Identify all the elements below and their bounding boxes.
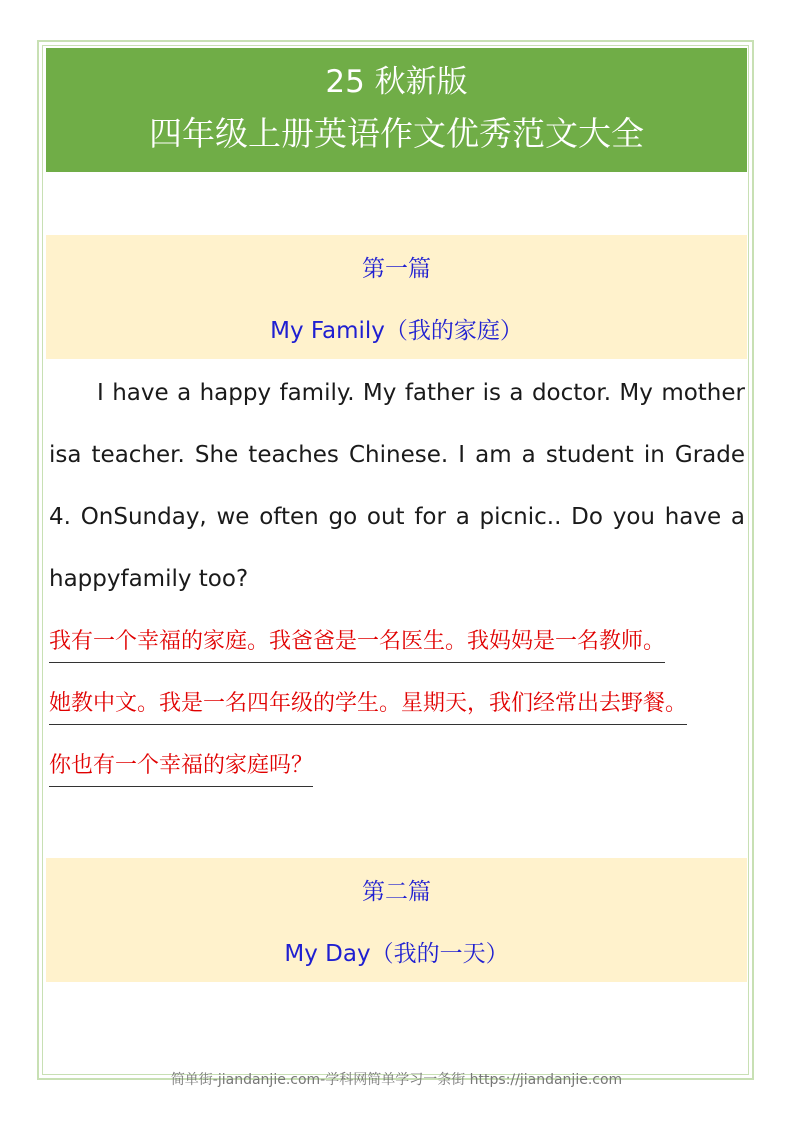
section-heading-1 bbox=[46, 235, 747, 359]
essay-english-text: I have a happy family. My father is a doctor. My mother isa teacher. She teaches Chinese. I am a student in Grade 4. OnSunday, we often go out for a picnic.. Do you have a happyfamily too? bbox=[49, 380, 745, 592]
section-heading-2 bbox=[46, 858, 747, 982]
section-label: 第二篇 bbox=[362, 879, 431, 905]
header-edition: 25 秋新版 bbox=[325, 64, 468, 100]
translation-line bbox=[49, 736, 771, 798]
translation-line-text: 她教中文。我是一名四年级的学生。星期天，我们经常出去野餐。 bbox=[49, 686, 687, 725]
footer-watermark: 简单街-jiandanjie.com-学科网简单学习一条街 https://jiandanjie.com bbox=[170, 1072, 623, 1088]
header-title: 四年级上册英语作文优秀范文大全 bbox=[149, 114, 644, 153]
section-title: My Day（我的一天） bbox=[284, 941, 509, 967]
header-banner bbox=[46, 48, 747, 172]
translation-line bbox=[49, 674, 771, 736]
essay-chinese-translation bbox=[49, 612, 771, 798]
translation-line bbox=[49, 612, 771, 674]
translation-line-text: 你也有一个幸福的家庭吗？ bbox=[49, 748, 313, 787]
section-label: 第一篇 bbox=[362, 256, 431, 282]
translation-line-text: 我有一个幸福的家庭。我爸爸是一名医生。我妈妈是一名教师。 bbox=[49, 624, 665, 663]
section-title: My Family（我的家庭） bbox=[270, 318, 523, 344]
